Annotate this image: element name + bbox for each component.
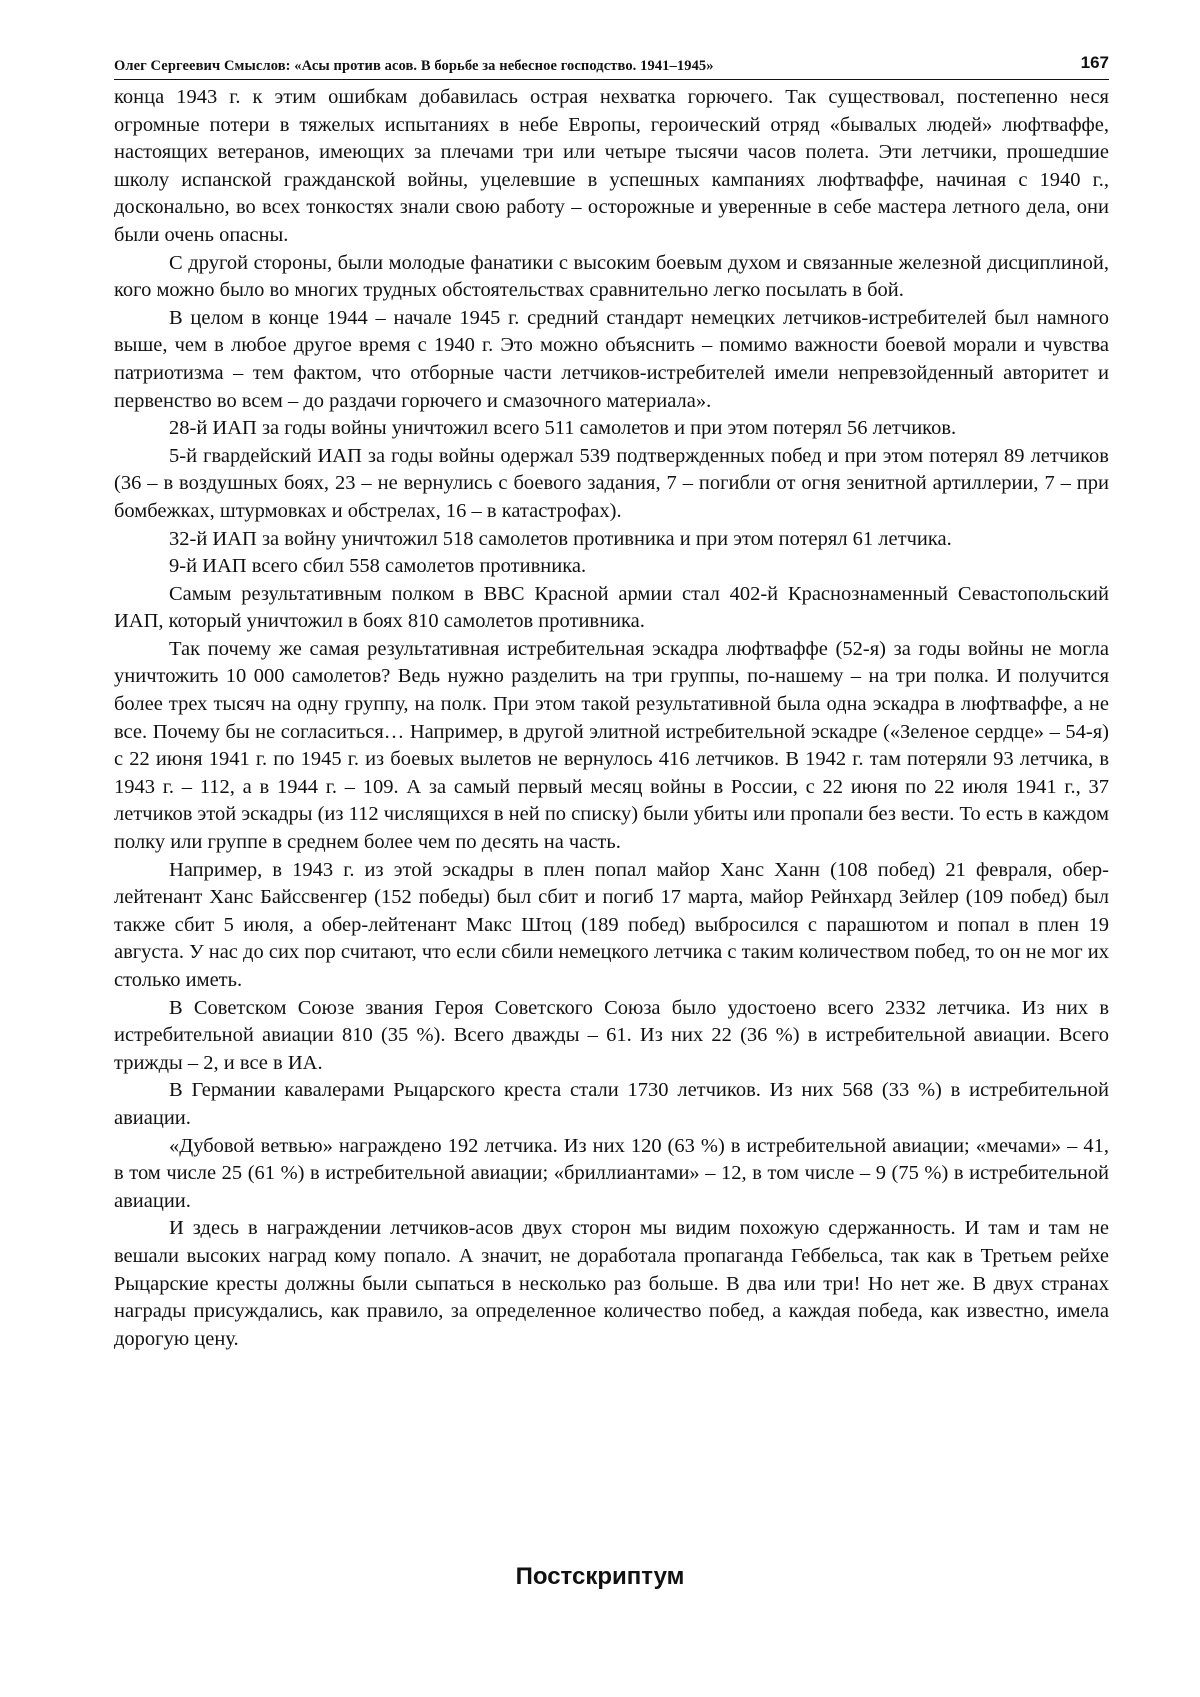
page-header bbox=[114, 50, 1109, 80]
paragraph: конца 1943 г. к этим ошибкам добавилась острая нехватка горючего. Так существовал, постепенно неся огромные потери в тяжелых испытаниях в небе Европы, героический отряд «бывалых людей» люфтваффе, настоящих ветеранов, имеющих за плечами три или четыре тысячи часов полета. Эти летчики, прошедшие школу испанской гражданской войны, уцелевшие в успешных кампаниях люфтваффе, начиная с 1940 г., досконально, во всех тонкостях знали свою работу – осторожные и уверенные в себе мастера летного дела, они были очень опасны. bbox=[114, 86, 1109, 246]
running-title: Олег Сергеевич Смыслов: «Асы против асов. В борьбе за небесное господство. 1941–1945» bbox=[114, 58, 714, 74]
paragraph: Например, в 1943 г. из этой эскадры в плен попал майор Ханс Ханн (108 побед) 21 февраля, обер-лейтенант Ханс Байссвенгер (152 победы) был сбит и погиб 17 марта, майор Рейнхард Зейлер (109 побед) был также сбит 5 июля, а обер-лейтенант Макс Штоц (189 побед) выбросился с парашютом и попал в плен 19 августа. У нас до сих пор считают, что если сбили немецкого летчика с таким количеством побед, то он не мог их столько иметь. bbox=[114, 858, 1109, 991]
paragraph: И здесь в награждении летчиков-асов двух сторон мы видим похожую сдержанность. И там и там не вешали высоких наград кому попало. А значит, не доработала пропаганда Геббельса, так как в Третьем рейхе Рыцарские кресты должны были сыпаться в несколько раз больше. В два или три! Но нет же. В двух странах награды присуждались, как правило, за определенное количество побед, а каждая победа, как известно, имела дорогую цену. bbox=[114, 1217, 1109, 1350]
paragraph: Самым результативным полком в ВВС Красной армии стал 402-й Краснознаменный Севастопольский ИАП, который уничтожил в боях 810 самолетов противника. bbox=[114, 582, 1109, 633]
paragraph: 5-й гвардейский ИАП за годы войны одержал 539 подтвержденных побед и при этом потерял 89 летчиков (36 – в воздушных боях, 23 – не вернулись с боевого задания, 7 – погибли от огня зенитной артиллерии, 7 – при бомбежках, штурмовках и обстрелах, 16 – в катастрофах). bbox=[114, 444, 1109, 522]
section-heading: Постскриптум bbox=[515, 1563, 685, 1590]
paragraph: С другой стороны, были молодые фанатики с высоким боевым духом и связанные железной дисциплиной, кого можно было во многих трудных обстоятельствах сравнительно легко посылать в бой. bbox=[114, 251, 1109, 302]
paragraph: В целом в конце 1944 – начале 1945 г. средний стандарт немецких летчиков-истребителей был намного выше, чем в любое другое время с 1940 г. Это можно объяснить – помимо важности боевой морали и чувства патриотизма – тем фактом, что отборные части летчиков-истребителей имели непревзойденный авторитет и первенство во всем – до раздачи горючего и смазочного материала». bbox=[114, 306, 1109, 412]
paragraph: В Советском Союзе звания Героя Советского Союза было удостоено всего 2332 летчика. Из них в истребительной авиации 810 (35 %). Всего дважды – 61. Из них 22 (36 %) в истребительной авиации. Всего трижды – 2, и все в ИА. bbox=[114, 996, 1109, 1074]
page-number: 167 bbox=[1080, 53, 1109, 72]
paragraph: 32-й ИАП за войну уничтожил 518 самолетов противника и при этом потерял 61 летчика. bbox=[169, 527, 952, 550]
paragraph: 9-й ИАП всего сбил 558 самолетов противника. bbox=[169, 555, 587, 578]
page bbox=[114, 50, 1109, 1353]
paragraph: «Дубовой ветвью» награждено 192 летчика. Из них 120 (63 %) в истребительной авиации; «мечами» – 41, в том числе 25 (61 %) в истребительной авиации; «бриллиантами» – 12, в том числе – 9 (75 %) в истребительной авиации. bbox=[114, 1134, 1109, 1212]
paragraph: Так почему же самая результативная истребительная эскадра люфтваффе (52-я) за годы войны не могла уничтожить 10 000 самолетов? Ведь нужно разделить на три группы, по-нашему – на три полка. И получится более трех тысяч на одну группу, на полк. При этом такой результативной была одна эскадра в люфтваффе, а не все. Почему бы не согласиться… Например, в другой элитной истребительной эскадре («Зеленое сердце» – 54-я) с 22 июня 1941 г. по 1945 г. из боевых вылетов не вернулось 416 летчиков. В 1942 г. там потеряли 93 летчика, в 1943 г. – 112, а в 1944 г. – 109. А за самый первый месяц войны в России, с 22 июня по 22 июля 1941 г., 37 летчиков этой эскадры (из 112 числящихся в ней по списку) были убиты или пропали без вести. То есть в каждом полку или группе в среднем более чем по десять на часть. bbox=[114, 637, 1109, 854]
body-text bbox=[114, 84, 1109, 1353]
paragraph: В Германии кавалерами Рыцарского креста стали 1730 летчиков. Из них 568 (33 %) в истребительной авиации. bbox=[114, 1079, 1109, 1129]
paragraph: 28-й ИАП за годы войны уничтожил всего 511 самолетов и при этом потерял 56 летчиков. bbox=[169, 417, 957, 440]
